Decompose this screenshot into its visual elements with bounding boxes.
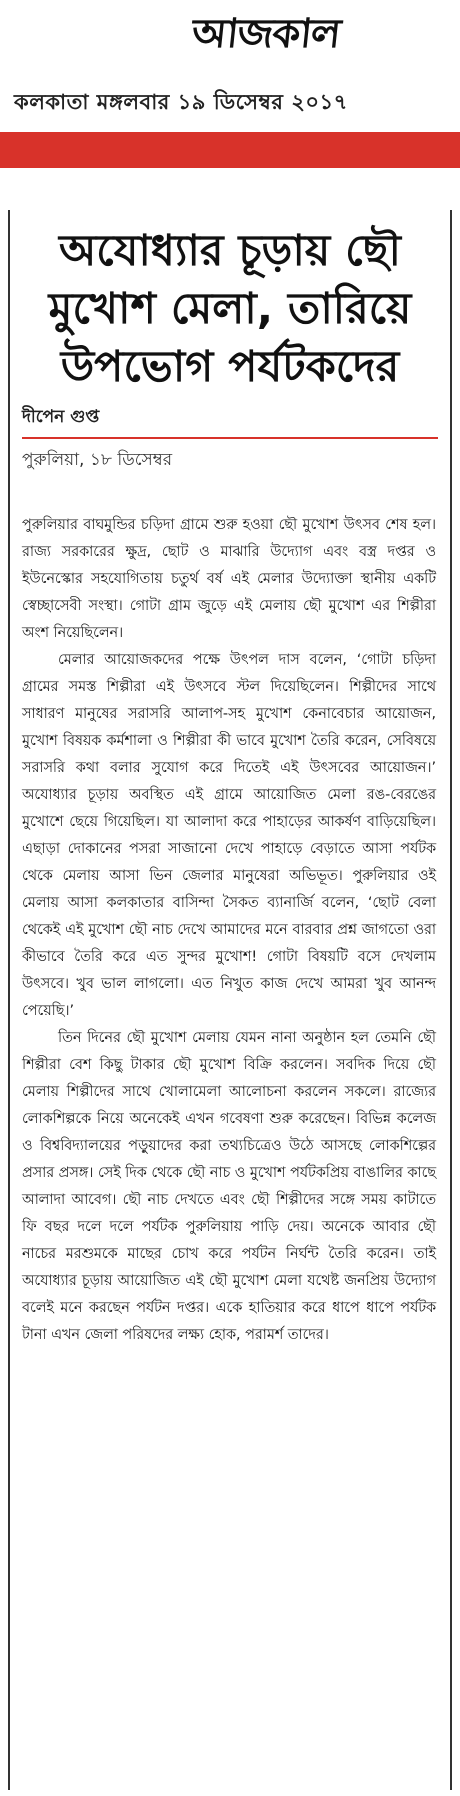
masthead-red-bar	[0, 132, 460, 168]
article-body	[22, 512, 436, 1349]
article-headline: অযোধ্যার চূড়ায় ছৌ মুখোশ মেলা, তারিয়ে উপভোগ পর্যটকদের	[48, 226, 412, 392]
dateline: কলকাতা মঙ্গলবার ১৯ ডিসেম্বর ২০১৭	[14, 90, 348, 114]
newspaper-logo: আজকাল	[189, 11, 343, 57]
article-paragraph: তিন দিনের ছৌ মুখোশ মেলায় যেমন নানা অনুষ্ঠান হল তেমনি ছৌ শিল্পীরা বেশ কিছু টাকার ছৌ মুখোশ বিক্রি করলেন। সবদিক দিয়ে ছৌ মেলায় শিল্পীদের সাথে খোলামেলা আলোচনা করলেন সকলে। রাজ্যের লোকশিল্পকে নিয়ে অনেকেই এখন গবেষণা শুরু করেছেন। বিভিন্ন কলেজ ও বিশ্ববিদ্যালয়ের পড়ুয়াদের করা তথ্যচিত্রেও উঠে আসছে লোকশিল্পের প্রসার প্রসঙ্গ। সেই দিক থেকে ছৌ নাচ ও মুখোশ পর্যটকপ্রিয় বাঙালির কাছে আলাদা আবেগ। ছৌ নাচ দেখতে এবং ছৌ শিল্পীদের সঙ্গে সময় কাটাতে ফি বছর দলে দলে পর্যটক পুরুলিয়ায় পাড়ি দেয়। অনেকে আবার ছৌ নাচের মরশুমকে মাছের চোখ করে পর্যটন নির্ঘন্ট তৈরি করেন। তাই অযোধ্যার চূড়ায় আয়োজিত এই ছৌ মুখোশ মেলা যথেষ্ট জনপ্রিয় উদ্যোগ বলেই মনে করছেন পর্যটন দপ্তর। একে হাতিয়ার করে ধাপে ধাপে পর্যটক টানা এখন জেলা পরিষদের লক্ষ্য হোক, পরামর্শ তাদের।	[22, 1030, 436, 1343]
article-paragraph: পুরুলিয়ার বাঘমুন্ডির চড়িদা গ্রামে শুরু হওয়া ছৌ মুখোশ উৎসব শেষ হল। রাজ্য সরকারের ক্ষুদ্র, ছোট ও মাঝারি উদ্যোগ এবং বস্ত্র দপ্তর ও ইউনেস্কোর সহযোগিতায় চতুর্থ বর্ষ এই মেলার উদ্যোক্তা স্থানীয় একটি স্বেচ্ছাসেবী সংস্থা। গোটা গ্রাম জুড়ে এই মেলায় ছৌ মুখোশ এর শিল্পীরা অংশ নিয়েছিলেন।	[22, 517, 436, 641]
masthead	[0, 0, 460, 86]
article-placeline: পুরুলিয়া, ১৮ ডিসেম্বর	[22, 450, 173, 470]
article-paragraph: মেলার আয়োজকদের পক্ষে উৎপল দাস বলেন, ‘গোটা চড়িদা গ্রামের সমস্ত শিল্পীরা এই উৎসবে স্টল দিয়েছিলেন। শিল্পীদের সাথে সাধারণ মানুষের সরাসরি আলাপ-সহ মুখোশ কেনাবেচার আয়োজন, মুখোশ বিষয়ক কর্মশালা ও শিল্পীরা কী ভাবে মুখোশ তৈরি করেন, সেবিষয়ে সরাসরি কথা বলার সুযোগ করে দিতেই এই উৎসবের আয়োজন।’ অযোধ্যার চূড়ায় অবস্থিত এই গ্রামে আয়োজিত মেলা রঙ-বেরঙের মুখোশে ছেয়ে গিয়েছিল। যা আলাদা করে পাহাড়ের আকর্ষণ বাড়িয়েছিল। এছাড়া দোকানের পসরা সাজানো দেখে পাহাড়ে বেড়াতে আসা পর্যটক থেকে মেলায় আসা ভিন জেলার মানুষেরা অভিভূত। পুরুলিয়ার ওই মেলায় আসা কলকাতার বাসিন্দা সৈকত ব্যানার্জি বলেন, ‘ছোট বেলা থেকেই এই মুখোশ ছৌ নাচ দেখে আমাদের মনে বারবার প্রশ্ন জাগতো ওরা কীভাবে তৈরি করে এত সুন্দর মুখোশ! গোটা বিষয়টি বসে দেখলাম উৎসবে। খুব ভাল লাগলো। এত নিখুত কাজ দেখে আমরা খুব আনন্দ পেয়েছি।’	[22, 652, 436, 1019]
byline-rule	[22, 437, 438, 439]
article-byline: দীপেন গুপ্ত	[22, 407, 100, 427]
